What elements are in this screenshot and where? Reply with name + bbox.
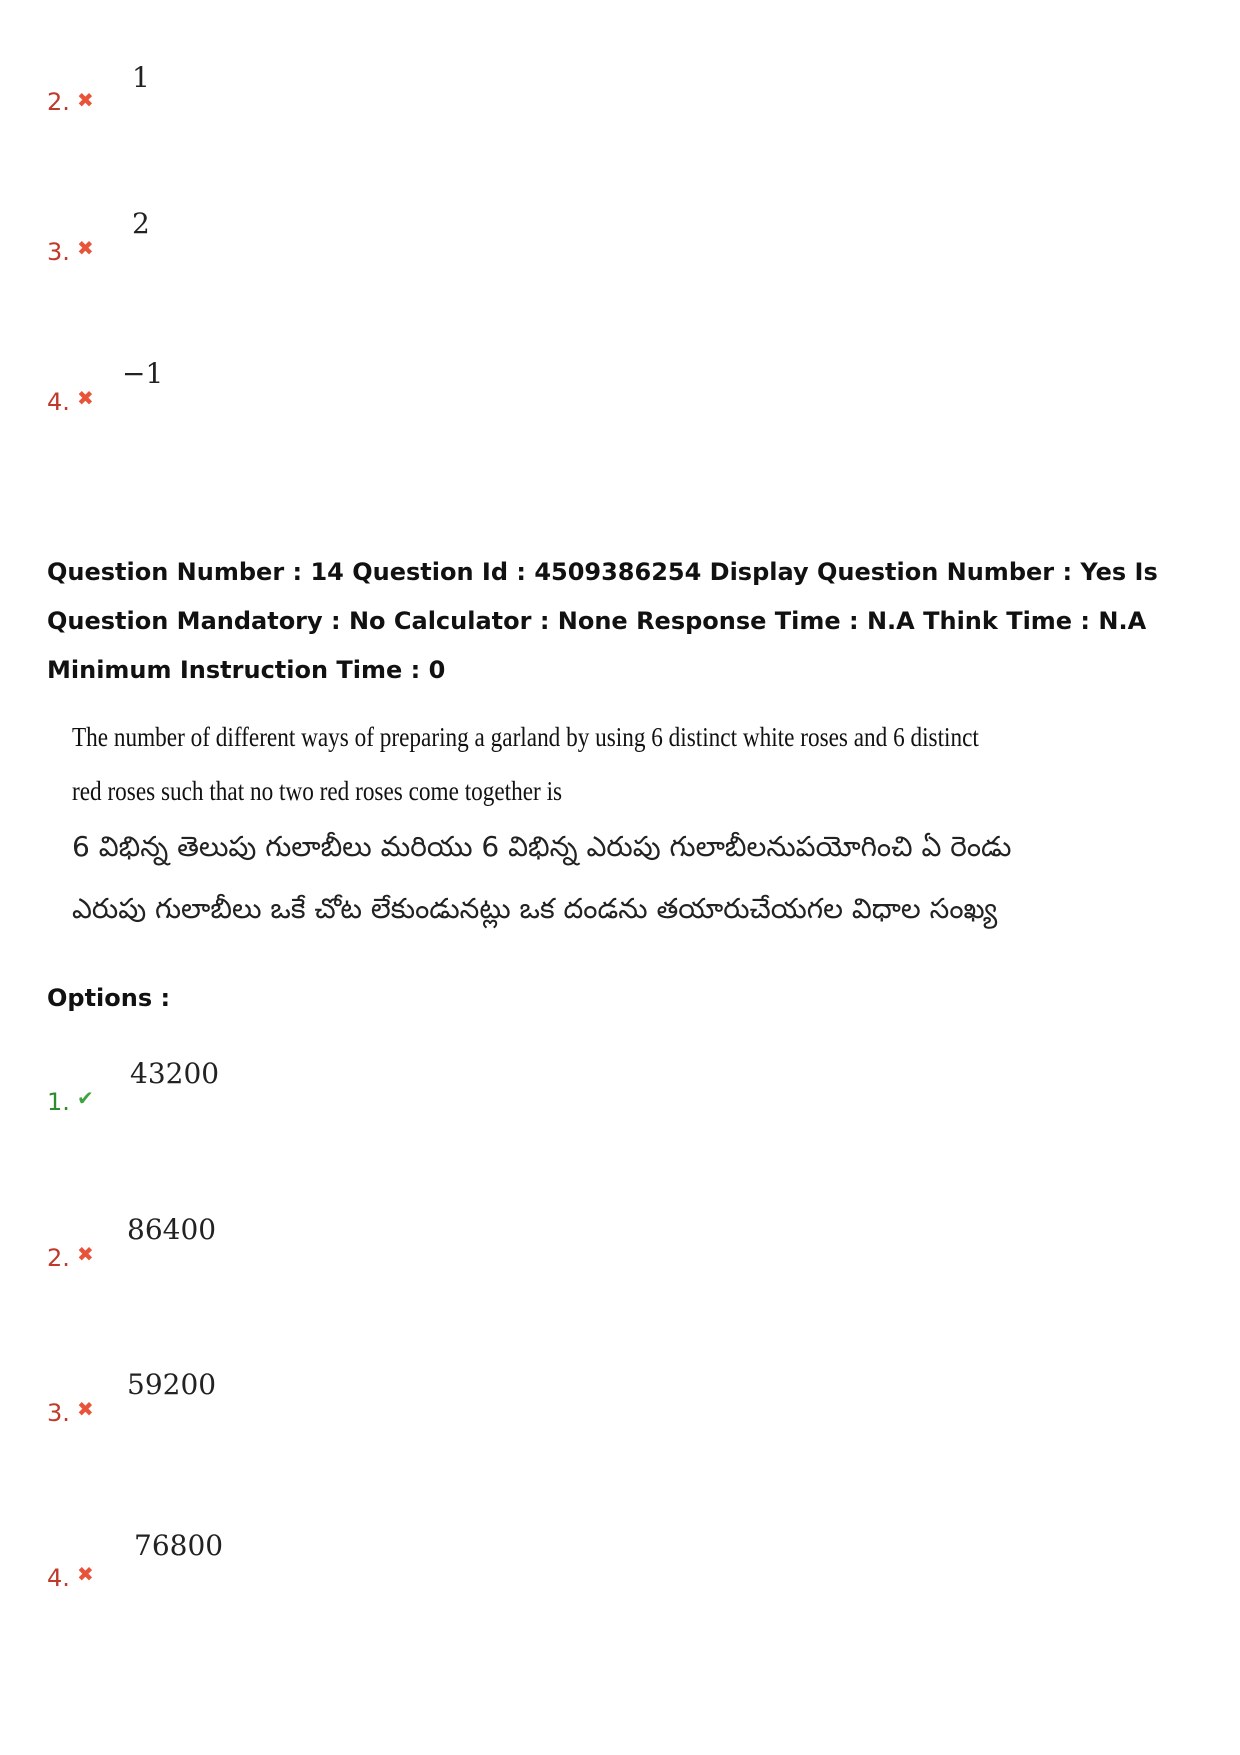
prev-option-2 (0, 62, 1240, 122)
wrong-mark-icon: ✖ (77, 236, 94, 260)
option-number: 2. (47, 88, 70, 116)
option-value: 1 (132, 61, 150, 94)
option-4 (0, 1530, 1240, 1590)
option-number: 2. (47, 1244, 70, 1272)
prev-option-4 (0, 358, 1240, 418)
option-value: 86400 (127, 1213, 217, 1246)
option-number: 3. (47, 238, 70, 266)
option-value: 76800 (134, 1529, 224, 1562)
option-number: 1. (47, 1088, 70, 1116)
option-1 (0, 1058, 1240, 1118)
prev-option-3 (0, 208, 1240, 268)
option-2 (0, 1214, 1240, 1274)
option-3 (0, 1369, 1240, 1429)
wrong-mark-icon: ✖ (77, 88, 94, 112)
wrong-mark-icon: ✖ (77, 386, 94, 410)
wrong-mark-icon: ✖ (77, 1397, 94, 1421)
wrong-mark-icon: ✖ (77, 1562, 94, 1586)
question-telugu-line-1: 6 విభిన్న తెలుపు గులాబీలు మరియు 6 విభిన్న ఎరుపు గులాబీలనుపయోగించి ఏ రెండు (72, 830, 1012, 863)
question-english-line-2: red roses such that no two red roses come together is (72, 776, 563, 806)
option-value: 43200 (130, 1057, 220, 1090)
question-metadata: Question Number : 14 Question Id : 4509386254 Display Question Number : Yes Is Question Mandatory : No Calculator : None Response Time : N.A Think Time : N.A Minimum Instruction Time : 0 (47, 558, 1158, 684)
option-value: 59200 (127, 1368, 217, 1401)
option-value: −1 (122, 357, 164, 390)
option-number: 4. (47, 1564, 70, 1592)
option-number: 4. (47, 388, 70, 416)
options-heading: Options : (47, 984, 171, 1012)
question-telugu-line-2: ఎరుపు గులాబీలు ఒకే చోట లేకుండునట్లు ఒక దండను తయారుచేయగల విధాల సంఖ్య (72, 892, 998, 925)
check-mark-icon: ✔ (77, 1086, 94, 1110)
wrong-mark-icon: ✖ (77, 1242, 94, 1266)
question-english-line-1: The number of different ways of preparing a garland by using 6 distinct white roses and 6 distinct (72, 722, 979, 752)
option-number: 3. (47, 1399, 70, 1427)
option-value: 2 (132, 207, 150, 240)
